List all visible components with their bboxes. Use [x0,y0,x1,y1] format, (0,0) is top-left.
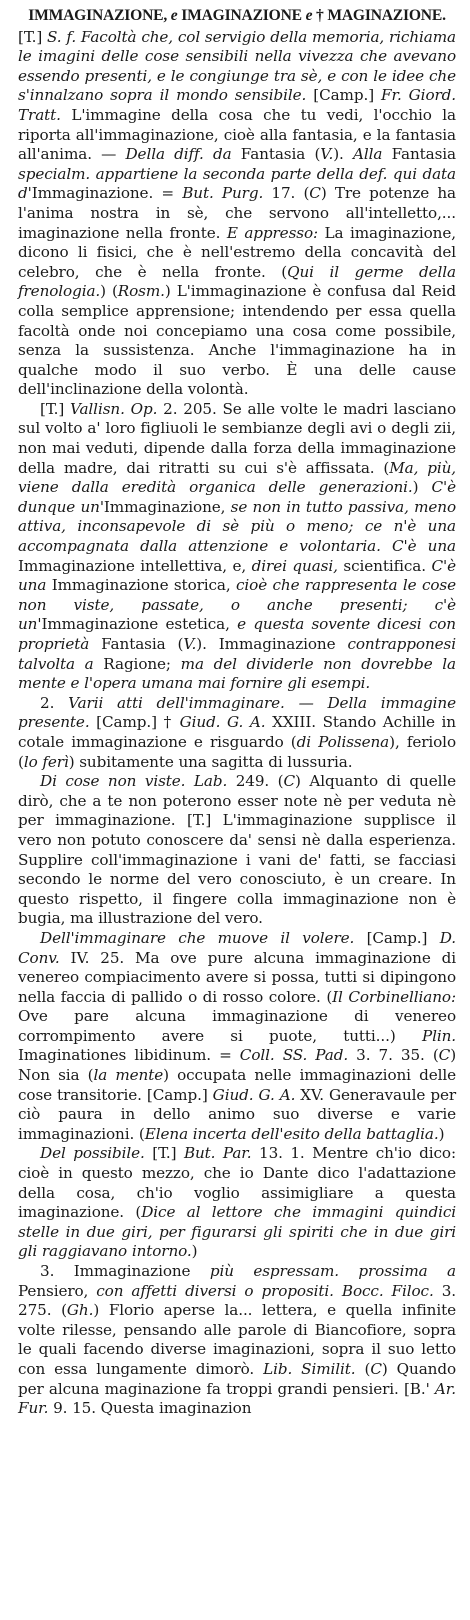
text-run: Ragione; [93,654,181,673]
headword-maginazione: MAGINAZIONE. [327,7,446,24]
text-run: 3. Immaginazione [40,1262,210,1280]
text-run: Fantasia [382,145,457,164]
text-run: Imaginationes libidinum. = [18,1046,240,1065]
text-run: [Camp.] † [89,713,180,732]
italic-text-run: Dice al lettore che immagini quindici stelle in due giri, per figurarsi gli spiriti che in due giri gli raggiavano intorno. [18,1203,456,1261]
italic-text-run: E appresso: [226,223,319,242]
text-run: scientifica. [337,556,432,575]
italic-text-run: e questa sovente dicesi con proprietà [18,615,456,653]
headword-immaginazione: IMMAGINAZIONE, [28,7,168,24]
headword-conjunction: e [170,7,178,24]
text-run: [Camp.] [306,86,382,105]
entry-paragraph-sense3 [18,1262,456,1419]
text-run: Pensiero, [18,1281,97,1300]
italic-text-run: con affetti diversi o propositi. Bocc. Filoc. [96,1281,434,1300]
italic-text-run: più espressam. prossima a [209,1262,456,1280]
italic-text-run: C'è una [18,556,456,595]
text-run: Fantasia ( [89,635,184,653]
headword-imaginazione: IMAGINAZIONE [181,7,302,24]
italic-text-run: Plin. [421,1026,456,1045]
italic-text-run: C [309,184,321,203]
italic-text-run: Coll. SS. Pad. [239,1046,349,1065]
text-run: [T.] [144,1144,184,1163]
italic-text-run: Elena incerta dell'esito della battaglia. [144,1124,439,1143]
text-run: ) occupata nelle immaginazioni delle cose transitorie. [Camp.] [18,1066,456,1104]
text-run: XV. Generavaule per ciò paura in dello animo suo diverse e varie immaginazioni. ( [18,1085,456,1143]
italic-text-run: Qui il germe della frenologia. [18,262,456,301]
italic-text-run: Rosm. [117,282,165,301]
italic-text-run: But. Par. [183,1144,252,1163]
italic-text-run: se non in tutto passiva, meno attiva, inconsapevole di sè più o meno; ce n'è una accompagnata dalla attenzione e volontaria. C'è una [18,497,457,556]
text-run: ) [191,1242,198,1261]
text-run: 3. 7. 35. ( [348,1046,439,1065]
italic-text-run: Varii atti dell'immaginare. — Della immagine presente. [18,693,456,732]
italic-text-run: Il Corbinelliano: [332,987,456,1006]
italic-text-run: di Polissena [296,732,390,751]
italic-text-run: D. Conv. [18,928,456,967]
text-run: ) [438,1124,445,1143]
italic-text-run: C'è dunque un' [18,478,456,516]
italic-text-run: C [370,1359,382,1378]
text-run: ), feriolo ( [18,732,456,771]
text-run: ( [355,1359,371,1378]
italic-text-run: contrapponesi talvolta a [18,635,456,673]
italic-text-run: Ma, più, viene dalla eredità organica delle generazioni. [18,458,456,497]
text-run: IV. 25. Ma ove pure alcuna immaginazione di venereo compiacimento avere si possa, tutti si dipingono nella faccia di pallido o di rosso colore. ( [18,948,456,1006]
italic-text-run: C [438,1046,451,1065]
text-run: ) subitamente una sagitta di lussuria. [68,752,353,771]
italic-text-run: lo ferì [23,752,69,771]
italic-text-run: Della diff. da [125,145,232,164]
entry-paragraph-intro [18,28,456,400]
text-run: Immaginazione. = [31,184,183,203]
text-run: ) L'immaginazione è confusa dal Reid colla semplice apprensione; intendendo per essa quella facoltà onde noi concepiamo una cosa come possibile, senza la sussistenza. Anche l'immaginazione ha in qualche modo il suo verbo. È una delle cause dell'inclinazione della volontà. [18,282,456,399]
obsolete-dagger-mark: † [316,7,324,24]
italic-text-run: Alla [353,145,383,164]
text-run: ) Alquanto di quelle dirò, che a te non poterono esser note nè per veduta nè per immaginazione. [T.] L'immaginazione supplisce il vero non potuto conoscere da' sensi nè dalla esperienza. Supplire coll'immaginazione i vani de' fatti, se facciasi secondo le norme del vero conosciuto, è un creare. In questo rispetto, il fingere colla immaginazione non è bugia, ma illustrazione del vero. [18,772,457,928]
italic-text-run: Ar. Fur. [18,1379,456,1418]
entry-paragraph-volere [18,929,456,1145]
italic-text-run: direi quasi, [251,556,338,575]
headword-conjunction: e [305,7,313,24]
italic-text-run: Fr. Giord. Tratt. [18,86,456,124]
italic-text-run: Dell'immaginare che muove il volere. [40,928,355,947]
text-run: 3. 275. ( [18,1281,456,1320]
italic-text-run: V. [183,635,197,653]
text-run: [T.] [40,399,70,418]
italic-text-run: Gh. [66,1301,94,1320]
text-run: ) Non sia ( [18,1046,457,1085]
text-run: Fantasia ( [231,145,321,164]
text-run: ) Tre potenze ha l'anima nostra in sè, che servono all'intelletto,... imaginazione nella fronte. [18,184,456,242]
entry-headword [18,6,456,26]
italic-text-run: ma del dividerle non dovrebbe la mente e l'opera umana mai fornire gli esempi. [18,654,456,693]
entry-paragraph-nonviste [18,772,456,929]
text-run: 249. ( [227,772,284,791]
italic-text-run: Vallisn. Op. [70,399,158,418]
text-run: La imaginazione, dicono li fisici, che è nell'estremo della concavità del celebro, che è nella fronte. ( [18,223,456,281]
text-run: 9. 15. Questa imaginazion [48,1399,252,1418]
text-run: ) Quando per alcuna maginazione fa troppi grandi pensieri. [B.' [18,1359,456,1398]
text-run: ) Florio aperse la... lettera, e quella infinite volte rilesse, pensando alle parole di Biancofiore, sopra le quali facendo diverse imaginazioni, sopra il suo letto con essa lungamente dimorò. [18,1301,456,1378]
text-run: 2. [40,693,69,712]
entry-paragraph-possibile [18,1144,456,1262]
italic-text-run: V. [320,145,334,164]
italic-text-run: Lib. Similit. [263,1359,356,1378]
italic-text-run: Giud. G. A. [179,713,266,732]
text-run: Immaginazione estetica, [41,615,238,634]
italic-text-run: specialm. appartiene la seconda parte della def. qui data d' [18,164,456,203]
italic-text-run: Del possibile. [40,1144,145,1163]
text-run: L'immagine della cosa che tu vedi, l'occhio la riporta all'immaginazione, cioè alla fantasia, e la fantasia all'anima. — [18,105,456,164]
entry-paragraph-vallisn [18,400,456,694]
text-run: ) [412,478,432,497]
text-run: ) ( [100,282,118,301]
text-run: [T.] [18,27,48,46]
italic-text-run: Di cose non viste. Lab. [40,772,228,791]
italic-text-run: Giud. G. A. [212,1085,296,1104]
text-run: ). Immaginazione [196,635,348,653]
text-run: Immaginazione, [103,497,231,516]
text-run: Immaginazione storica, [46,576,237,595]
text-run: Immaginazione intellettiva, e, [18,556,252,575]
text-run: 2. 205. Se alle volte le madri lasciano sul volto a' loro figliuoli le sembianze degli avi o degli zii, non mai veduti, dipende dalla forza della immaginazione della madre, dai ritratti su cui s'è affissata. ( [18,399,456,477]
text-run: ). [333,145,354,164]
italic-text-run: But. Purg. [182,184,264,203]
text-run: XXIII. Stando Achille in cotale immaginazione e risguardo ( [18,713,456,751]
text-run: [Camp.] [354,928,440,947]
text-run: 13. 1. Mentre ch'io dico: cioè in questo mezzo, che io Dante dico l'adattazione della cosa, ch'io voglio assimigliare a questa imaginazione. ( [18,1144,456,1222]
entry-paragraph-sense2 [18,694,456,772]
italic-text-run: C [283,772,296,791]
italic-text-run: cioè che rappresenta le cose non viste, passate, o anche presenti; c'è un' [18,576,456,634]
text-run: 17. ( [263,184,310,203]
entry-body [18,28,456,1419]
italic-text-run: la mente [93,1066,164,1085]
text-run: Ove pare alcuna immaginazione di venereo corrompimento avere si puote, tutti...) [18,1007,456,1045]
italic-text-run: S. f. Facoltà che, col servigio della memoria, richiama le imagini delle cose sensibili nella vivezza che avevano essendo presenti, e le congiunge tra sè, e con le idee che s'innalzano sopra il mondo sensibile. [18,27,456,105]
